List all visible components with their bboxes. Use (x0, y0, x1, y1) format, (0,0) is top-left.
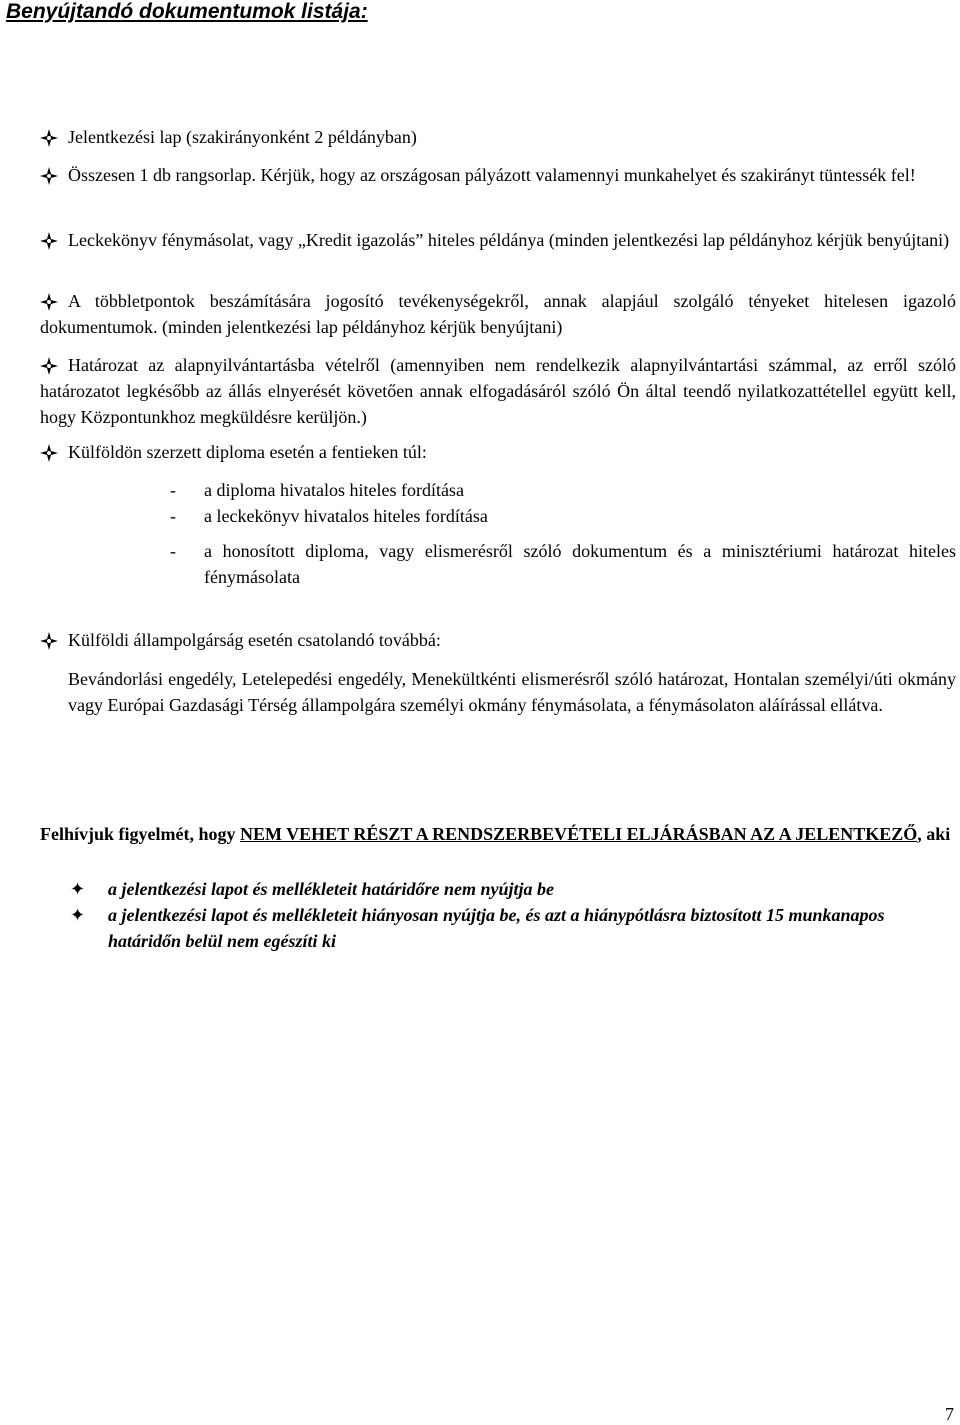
foreign-paragraph: Bevándorlási engedély, Letelepedési engedély, Menekültkénti elismerésről szóló határozat, Hontalan személyi/úti okmány vagy Európai Gazdasági Térség állampolgára személyi okmány fénymásolata, a fénymásolaton aláírással ellátva. (68, 669, 956, 715)
diamond-bullet-icon (40, 439, 62, 462)
dash-bullet: - (170, 480, 176, 500)
list-item (40, 439, 956, 465)
plus-bullet-icon: ✦ (70, 879, 86, 899)
diamond-bullet-icon (40, 627, 62, 650)
notice-lead: Felhívjuk figyelmét, hogy (40, 824, 240, 844)
sub-list-item-text: a leckekönyv hivatalos hiteles fordítása (204, 506, 488, 526)
notice-tail: , aki (917, 824, 951, 844)
list-item (40, 627, 956, 653)
notice-emphasis: NEM VEHET RÉSZT A RENDSZERBEVÉTELI ELJÁRÁSBAN AZ A JELENTKEZŐ (240, 824, 918, 844)
diamond-bullet-icon (40, 124, 62, 147)
condition-item (70, 876, 958, 902)
sub-list-item-text: a diploma hivatalos hiteles fordítása (204, 480, 464, 500)
list-item (40, 227, 956, 253)
list-item (40, 352, 956, 430)
sub-list-item (170, 503, 956, 529)
diamond-bullet-icon (40, 288, 62, 311)
plus-bullet-icon: ✦ (70, 905, 86, 925)
condition-item (70, 902, 958, 954)
page-title: Benyújtandó dokumentumok listája: (6, 0, 368, 23)
list-item-text: Határozat az alapnyilvántartásba vételről (amennyiben nem rendelkezik alapnyilvántartási számmal, az erről szóló határozatot legkésőbb az állás elnyerését követően annak elfogadásáról szóló Ön által teendő nyilatkozattétellel együtt kell, hogy Központunkhoz megküldésre kerüljön.) (40, 355, 956, 427)
list-item (40, 288, 956, 340)
list-item-text: Összesen 1 db rangsorlap. Kérjük, hogy az országosan pályázott valamennyi munkahelyet és szakirányt tüntessék fel! (68, 165, 916, 185)
dash-bullet: - (170, 541, 176, 561)
notice-paragraph (40, 820, 956, 848)
list-item (40, 124, 956, 150)
diamond-bullet-icon (40, 162, 62, 185)
list-item-text: Külföldön szerzett diploma esetén a fentieken túl: (68, 442, 427, 462)
condition-text: a jelentkezési lapot és mellékleteit hiányosan nyújtja be, és azt a hiánypótlásra biztosított 15 munkanapos határidőn belül nem egészíti ki (108, 905, 885, 951)
dash-bullet: - (170, 506, 176, 526)
list-item-text: Külföldi állampolgárság esetén csatolandó továbbá: (68, 630, 441, 650)
sub-list-item (170, 477, 956, 503)
list-item-text: Leckekönyv fénymásolat, vagy „Kredit igazolás” hiteles példánya (minden jelentkezési lap példányhoz kérjük benyújtani) (68, 230, 950, 250)
sub-list-item (170, 538, 956, 590)
list-item-text: A többletpontok beszámítására jogosító tevékenységekről, annak alapjául szolgáló tényeket hitelesen igazoló dokumentumok. (minden jelentkezési lap példányhoz kérjük benyújtani) (40, 291, 956, 337)
condition-text: a jelentkezési lapot és mellékleteit határidőre nem nyújtja be (108, 879, 554, 899)
diamond-bullet-icon (40, 352, 62, 375)
sub-list-item-text: a honosított diploma, vagy elismerésről szóló dokumentum és a minisztériumi határozat hiteles fénymásolata (204, 541, 956, 587)
diamond-bullet-icon (40, 227, 62, 250)
page-number: 7 (945, 1404, 954, 1424)
list-item (40, 162, 956, 188)
list-item-text: Jelentkezési lap (szakirányonként 2 példányban) (68, 127, 417, 147)
